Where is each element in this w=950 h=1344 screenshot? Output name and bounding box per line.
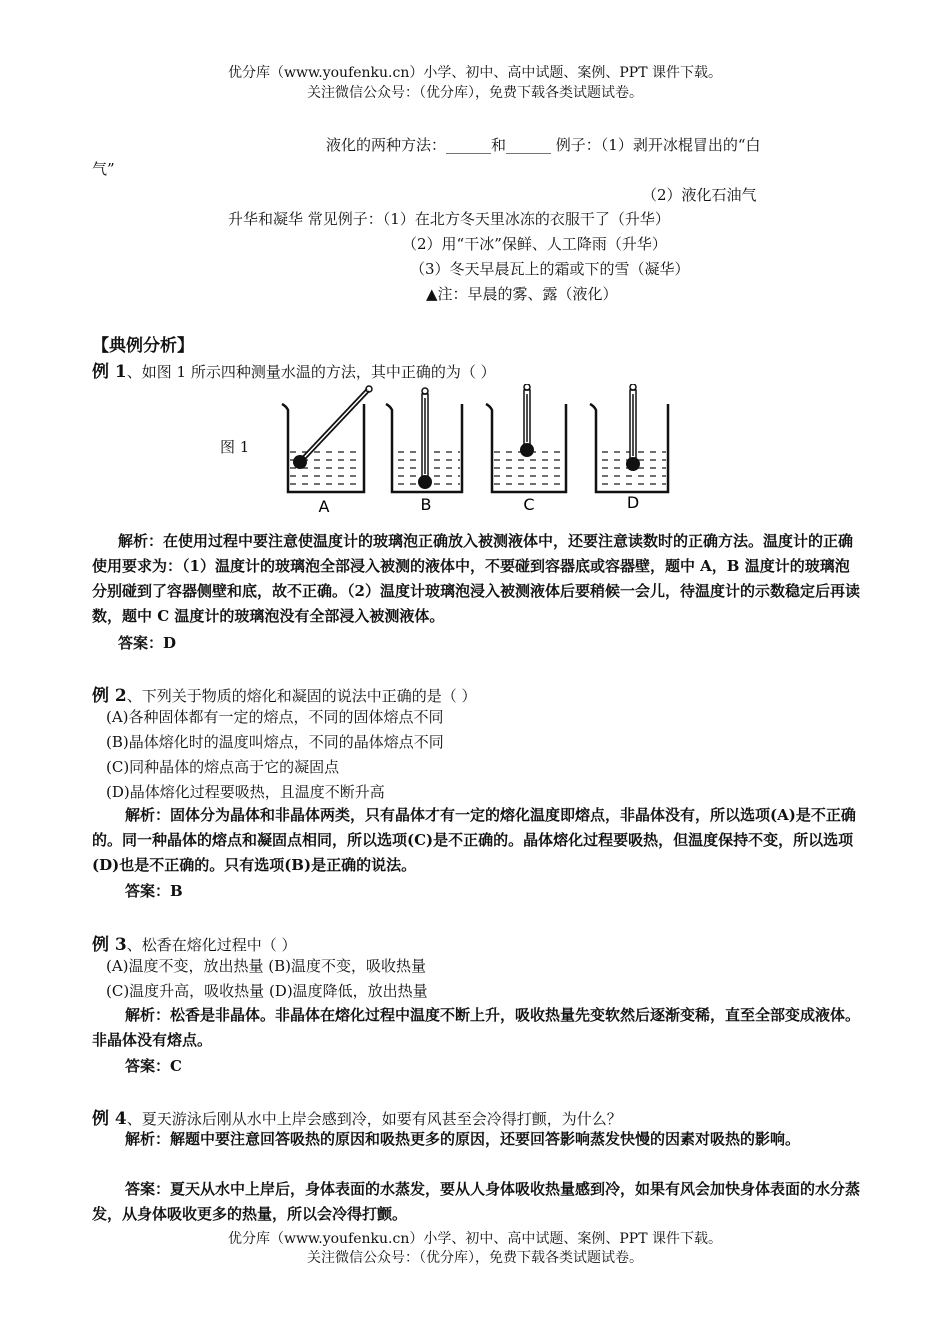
ex2-option-a: (A)各种固体都有一定的熔点，不同的固体熔点不同 (106, 708, 444, 726)
option-b-label: B (420, 495, 432, 514)
header-line-1: 优分库（www.youfenku.cn）小学、初中、高中试题、案例、PPT 课件下载。 (227, 65, 722, 81)
sublimation-example-2: （2）用“干冰”保鲜、人工降雨（升华） (402, 235, 667, 253)
liquefaction-example-2: （2）液化石油气 (642, 186, 757, 204)
option-a-label: A (318, 497, 330, 514)
ex4-question-line (92, 1104, 622, 1129)
ex4-question: 、夏天游泳后刚从水中上岸会感到冷，如要有风甚至会冷得打颤，为什么？ (126, 1110, 622, 1128)
ex2-analysis: 解析：固体分为晶体和非晶体两类，只有晶体才有一定的熔化温度即熔点，非晶体没有，所以选项(A)是不正确的。同一种晶体的熔点和凝固点相同，所以选项(C)是不正确的。晶体熔化过程要吸热，但温度保持不变，所以选项(D)也是不正确的。只有选项(B)是正确的说法。 (92, 806, 856, 874)
footer-line-2: 关注微信公众号：（优分库），免费下载各类试题试卷。 (307, 1250, 643, 1266)
ex2-option-c: (C)同种晶体的熔点高于它的凝固点 (106, 758, 340, 776)
sublimation-examples: 升华和凝华 常见例子：（1）在北方冬天里冰冻的衣服干了（升华） (228, 210, 670, 228)
ex3-answer: 答案：C (125, 1057, 182, 1075)
option-d-label: D (626, 493, 640, 512)
ex4-answer: 答案：夏天从水中上岸后，身体表面的水蒸发，要从人身体吸收热量感到冷，如果有风会加快身体表面的水分蒸发，从身体吸收更多的热量，所以会冷得打颤。 (92, 1180, 861, 1223)
ex1-analysis: 解析：在使用过程中要注意使温度计的玻璃泡正确放入被测液体中，还要注意读数时的正确方法。温度计的正确使用要求为：（1）温度计的玻璃泡全部浸入被测的液体中，不要碰到容器底或容器壁，题中 A，B 温度计的玻璃泡分别碰到了容器侧壁和底，故不正确。（2）温度计玻璃泡浸入被测液体后要稍候一会儿，待温度计的示数稳定后再读数，题中 C 温度计的玻璃泡没有全部浸入被测液体。 (92, 532, 860, 625)
beaker-d (590, 384, 668, 492)
ex4-label: 例 4 (92, 1109, 127, 1129)
ex3-label: 例 3 (92, 935, 127, 955)
ex1-question-line (92, 357, 496, 382)
liquefaction-note: ▲注：早晨的雾、露（液化） (426, 285, 618, 303)
ex1-question: 、如图 1 所示四种测量水温的方法，其中正确的为（ ） (126, 363, 496, 381)
liquefaction-methods: 液化的两种方法：______和______ 例子：（1）剥开冰棍冒出的“白 (326, 136, 761, 154)
ex3-options-row-2: (C)温度升高，吸收热量 (D)温度降低，放出热量 (106, 982, 428, 1000)
sublimation-example-3: （3）冬天早晨瓦上的霜或下的雪（凝华） (410, 260, 690, 278)
ex2-option-b: (B)晶体熔化时的温度叫熔点，不同的晶体熔点不同 (106, 733, 444, 751)
section-title: 【典例分析】 (92, 336, 194, 356)
footer-line-1: 优分库（www.youfenku.cn）小学、初中、高中试题、案例、PPT 课件下载。 (227, 1231, 722, 1247)
ex1-answer: 答案：D (118, 634, 177, 652)
ex3-question: 、松香在熔化过程中（ ） (126, 936, 297, 954)
ex1-label: 例 1 (92, 362, 127, 382)
figure-label: 图 1 (220, 438, 250, 456)
thermometer-figure (276, 384, 676, 514)
ex2-question: 、下列关于物质的熔化和凝固的说法中正确的是（ ） (126, 687, 477, 705)
liquefaction-methods-cont: 气” (92, 160, 115, 178)
ex2-label: 例 2 (92, 686, 127, 706)
ex2-answer: 答案：B (125, 882, 183, 900)
ex3-options-row-1: (A)温度不变，放出热量 (B)温度不变，吸收热量 (106, 957, 427, 975)
beaker-a (282, 386, 372, 492)
ex3-question-line (92, 930, 297, 955)
ex2-option-d: (D)晶体熔化过程要吸热，且温度不断升高 (106, 783, 385, 801)
ex2-question-line (92, 681, 477, 706)
beaker-b (386, 388, 462, 492)
ex3-analysis: 解析：松香是非晶体。非晶体在熔化过程中温度不断上升，吸收热量先变软然后逐渐变稀，直至全部变成液体。非晶体没有熔点。 (92, 1006, 861, 1049)
ex4-analysis: 解析：解题中要注意回答吸热的原因和吸热更多的原因，还要回答影响蒸发快慢的因素对吸热的影响。 (125, 1130, 801, 1148)
beaker-c (486, 384, 566, 492)
option-c-label: C (523, 495, 535, 514)
header-line-2: 关注微信公众号：（优分库），免费下载各类试题试卷。 (307, 85, 643, 101)
